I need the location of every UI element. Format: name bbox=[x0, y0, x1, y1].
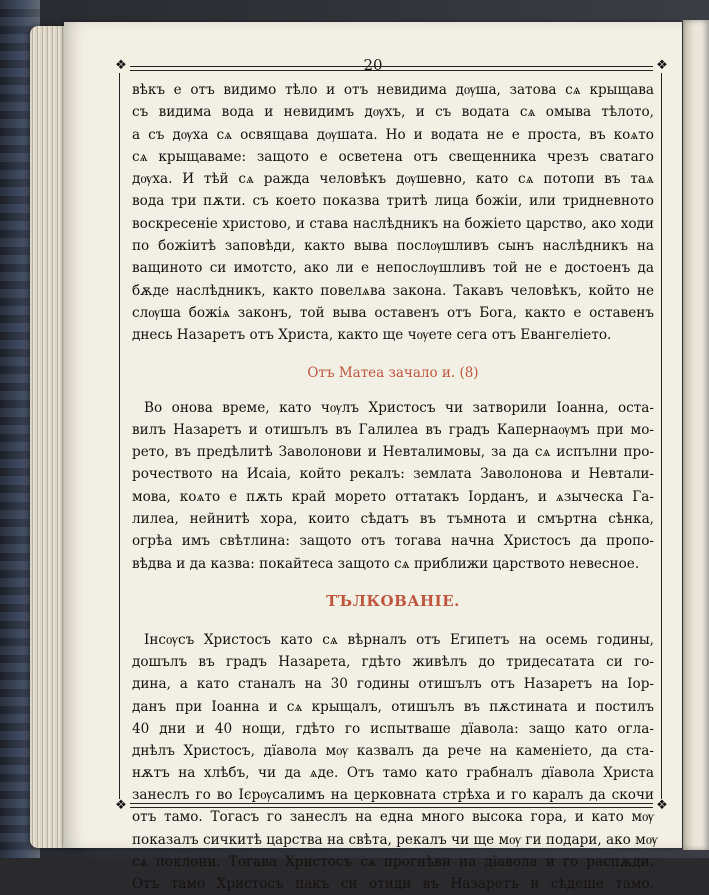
text-line: 40 дни и 40 нощи, гдѣто го испытваше дїавола: защо като огла- bbox=[132, 720, 654, 737]
text-line: дѹха. И тѣй сѧ ражда человѣкъ дѹшевно, като сѧ потопи въ таѧ bbox=[132, 171, 654, 188]
text-line: показалъ сичкитѣ царства на свѣта, рекалъ чи ще мѹ ги подари, ако мѹ bbox=[132, 831, 658, 848]
text-line: Во онова време, като чѹлъ Христосъ чи затворили Іоанна, оста- bbox=[144, 399, 654, 416]
text-line: данъ при Іоанна и сѧ крыщалъ, отишълъ въ пѫстината и постилъ bbox=[132, 698, 654, 715]
text-line: рочеството на Исаіа, който рекалъ: землата Заволонова и Невтали- bbox=[132, 466, 654, 483]
corner-ornament-icon: ❖ bbox=[112, 799, 130, 813]
text-line: воскресеніе христово, и става наслѣдникъ на божіето царство, ако ходи bbox=[132, 215, 654, 232]
corner-ornament-icon: ❖ bbox=[653, 59, 671, 73]
text-line: дина, а като станалъ на 30 годины отишълъ отъ Назаретъ на Іор- bbox=[132, 676, 654, 693]
text-line: Інсѹсъ Христосъ като сѧ вѣрналъ отъ Египетъ на осемь годины, bbox=[144, 631, 654, 648]
text-line: лилеа, нейнитѣ хора, които сѣдатъ въ тъмнота и смъртна сѣнка, bbox=[132, 511, 654, 528]
commentary-title: ТЪЛКОВАНІЕ. bbox=[326, 591, 460, 610]
corner-ornament-icon: ❖ bbox=[112, 59, 130, 73]
text-line: отъ тамо. Тогасъ го занеслъ на една много высока гора, и като мѹ bbox=[132, 809, 654, 826]
text-line: бѫде наслѣдникъ, както повелѧва закона. Такавъ человѣкъ, който не bbox=[132, 282, 654, 299]
text-line: сѧ крыщаваме: защото е осветена отъ свещенника чрезъ сватаго bbox=[132, 148, 654, 165]
paragraph-gospel-reading bbox=[132, 397, 654, 575]
text-line: вода три пѫти. съ което показва тритѣ лица божіи, или тридневното bbox=[132, 193, 654, 210]
text-line: рето, въ предѣлитѣ Заволонови и Невталимовы, за да сѧ испълни про- bbox=[132, 444, 654, 461]
text-line: а съ дѹха сѧ освящава дѹшата. Но и водата не е проста, въ коѧто bbox=[132, 126, 654, 143]
facing-page-edge bbox=[683, 20, 709, 850]
text-line: съ видима вода и невидимъ дѹхъ, и съ водата сѧ омыва тѣлото, bbox=[132, 104, 654, 121]
text-line: мова, коѧто е пѫть край морето оттатакъ Іорданъ, и ѧзыческа Га- bbox=[132, 488, 654, 505]
page-text bbox=[132, 79, 658, 895]
text-line: слѹша божіѧ законъ, той выва оставенъ отъ Бога, както е оставенъ bbox=[132, 304, 654, 321]
text-line: вѣдва и да казва: покайтеса защото сѧ приближи царството невесное. bbox=[132, 555, 640, 572]
text-line: нѫтъ на хлѣбъ, чи да ѧде. Отъ тамо като грабналъ дїавола Христа bbox=[132, 765, 654, 782]
text-line: днесь Назаретъ отъ Христа, както ще чѹете сега отъ Евангеліето. bbox=[132, 327, 612, 344]
text-line: дошълъ въ градъ Назарета, гдѣто живѣлъ до тридесатата си го- bbox=[132, 654, 654, 671]
text-line: днѣлъ Христосъ, дїавола мѹ казвалъ да рече на каменіето, да ста- bbox=[132, 742, 654, 759]
text-line: по божіитѣ заповѣди, както выва послѹшливъ сынъ наслѣдникъ на bbox=[132, 238, 654, 255]
text-line: огрѣа имъ свѣтлина: защото отъ тогава начна Христосъ да пропо- bbox=[132, 533, 654, 550]
text-line: ващиното си имотсто, ако ли е непослѹшливъ той не е достоенъ да bbox=[132, 260, 654, 277]
text-line: вилъ Назаретъ и отишълъ въ Галилеа въ градъ Капернаѹмъ при мо- bbox=[132, 421, 654, 438]
gospel-reading-heading: Отъ Матеа зачало и. (8) bbox=[307, 364, 479, 381]
paragraph-commentary bbox=[132, 629, 658, 895]
text-line: занеслъ го во Ієрѹсалимъ на церковната стрѣха и го каралъ да скочи bbox=[132, 787, 654, 804]
page-number: 20 bbox=[363, 56, 383, 74]
text-line: сѧ поклони. Тогава Христосъ сѧ прогнѣви на дїавола и го распѫди. bbox=[132, 853, 654, 870]
corner-ornament-icon: ❖ bbox=[653, 799, 671, 813]
text-line: Отъ тамо Христосъ пакъ си отиди въ Назаретъ и сѣдеше тамо. bbox=[132, 876, 654, 892]
paragraph-commentary-continued bbox=[132, 79, 654, 347]
book-page bbox=[64, 22, 682, 892]
text-line: вѣкъ е отъ видимо тѣло и отъ невидима дѹша, затова сѧ крыщава bbox=[132, 82, 654, 98]
